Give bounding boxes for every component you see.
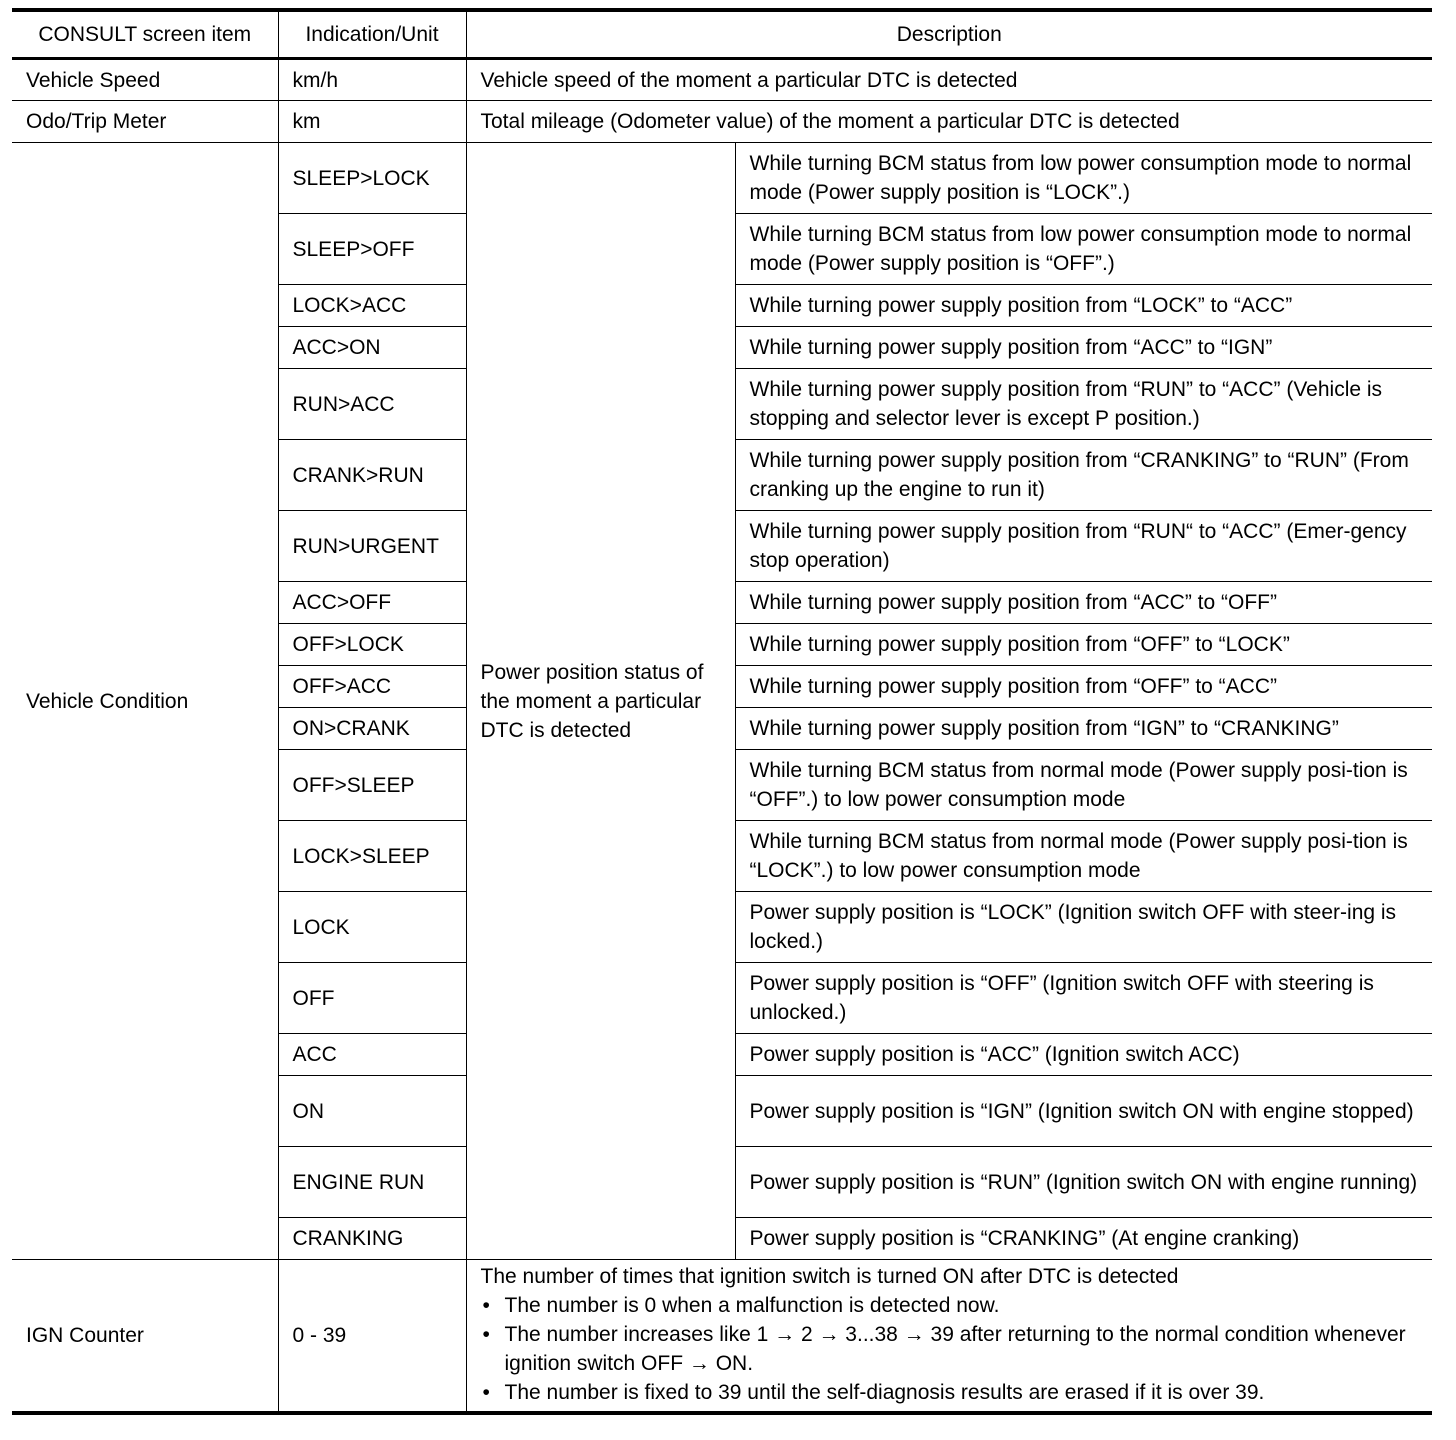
cell-description: While turning BCM status from low power consumption mode to normal mode (Power supply position is “LOCK”.) xyxy=(735,143,1432,214)
cell-indication: ON>CRANK xyxy=(278,708,466,750)
cell-indication: LOCK>ACC xyxy=(278,285,466,327)
cell-indication: ENGINE RUN xyxy=(278,1147,466,1218)
cell-description: Power supply position is “ACC” (Ignition switch ACC) xyxy=(735,1034,1432,1076)
header-indication-unit: Indication/Unit xyxy=(278,10,466,59)
consult-data-table xyxy=(12,8,1432,1415)
cell-indication: RUN>URGENT xyxy=(278,511,466,582)
table-row xyxy=(12,101,1432,143)
cell-indication: OFF>SLEEP xyxy=(278,750,466,821)
list-item: • The number increases like 1 → 2 → 3...38 → 39 after returning to the normal condition whenever ignition switch OFF → ON. xyxy=(481,1320,1419,1378)
cell-unit: km/h xyxy=(278,59,466,101)
cell-description: Power supply position is “OFF” (Ignition switch OFF with steering is unlocked.) xyxy=(735,963,1432,1034)
cell-indication: CRANK>RUN xyxy=(278,440,466,511)
cell-description: Vehicle speed of the moment a particular DTC is detected xyxy=(466,59,1432,101)
cell-description: While turning power supply position from “ACC” to “IGN” xyxy=(735,327,1432,369)
cell-description: While turning power supply position from “CRANKING” to “RUN” (From cranking up the engine to run it) xyxy=(735,440,1432,511)
ign-bullet-list xyxy=(481,1291,1419,1407)
table-row xyxy=(12,1260,1432,1414)
table-row xyxy=(12,59,1432,101)
header-description: Description xyxy=(466,10,1432,59)
cell-indication: ACC xyxy=(278,1034,466,1076)
table-row xyxy=(12,143,1432,214)
cell-description: While turning power supply position from “OFF” to “LOCK” xyxy=(735,624,1432,666)
cell-description: While turning power supply position from “OFF” to “ACC” xyxy=(735,666,1432,708)
list-item: • The number is fixed to 39 until the self-diagnosis results are erased if it is over 39. xyxy=(481,1378,1419,1407)
header-screen-item: CONSULT screen item xyxy=(12,10,278,59)
cell-description: While turning power supply position from “LOCK” to “ACC” xyxy=(735,285,1432,327)
cell-unit: km xyxy=(278,101,466,143)
consult-table-container xyxy=(12,8,1444,1415)
cell-unit: 0 - 39 xyxy=(278,1260,466,1414)
cell-description: While turning power supply position from “ACC” to “OFF” xyxy=(735,582,1432,624)
cell-item: Vehicle Condition xyxy=(12,143,278,1260)
cell-description: While turning power supply position from “RUN” to “ACC” (Vehicle is stopping and selector lever is except P position.) xyxy=(735,369,1432,440)
list-item: • The number is 0 when a malfunction is detected now. xyxy=(481,1291,1419,1320)
cell-indication: ACC>ON xyxy=(278,327,466,369)
cell-description: While turning BCM status from normal mode (Power supply posi-tion is “OFF”.) to low power consumption mode xyxy=(735,750,1432,821)
cell-indication: CRANKING xyxy=(278,1218,466,1260)
ign-intro-text: The number of times that ignition switch is turned ON after DTC is detected xyxy=(480,1265,1179,1288)
table-header-row xyxy=(12,10,1432,59)
cell-description: Total mileage (Odometer value) of the moment a particular DTC is detected xyxy=(466,101,1432,143)
cell-description: While turning BCM status from normal mode (Power supply posi-tion is “LOCK”.) to low power consumption mode xyxy=(735,821,1432,892)
cell-summary: Power position status of the moment a particular DTC is detected xyxy=(466,143,735,1260)
cell-indication: RUN>ACC xyxy=(278,369,466,440)
cell-indication: LOCK xyxy=(278,892,466,963)
cell-description: While turning power supply position from “RUN“ to “ACC” (Emer-gency stop operation) xyxy=(735,511,1432,582)
cell-indication: OFF>LOCK xyxy=(278,624,466,666)
cell-indication: ON xyxy=(278,1076,466,1147)
cell-indication: OFF xyxy=(278,963,466,1034)
cell-description: While turning BCM status from low power consumption mode to normal mode (Power supply position is “OFF”.) xyxy=(735,214,1432,285)
cell-description: While turning power supply position from “IGN” to “CRANKING” xyxy=(735,708,1432,750)
table-body xyxy=(12,59,1432,1414)
cell-description: Power supply position is “CRANKING” (At engine cranking) xyxy=(735,1218,1432,1260)
cell-description: Power supply position is “RUN” (Ignition switch ON with engine running) xyxy=(735,1147,1432,1218)
cell-item: Vehicle Speed xyxy=(12,59,278,101)
cell-item: Odo/Trip Meter xyxy=(12,101,278,143)
cell-description: Power supply position is “IGN” (Ignition switch ON with engine stopped) xyxy=(735,1076,1432,1147)
cell-indication: SLEEP>LOCK xyxy=(278,143,466,214)
cell-description: Power supply position is “LOCK” (Ignition switch OFF with steer-ing is locked.) xyxy=(735,892,1432,963)
cell-item: IGN Counter xyxy=(12,1260,278,1414)
cell-description xyxy=(466,1260,1432,1414)
cell-indication: LOCK>SLEEP xyxy=(278,821,466,892)
cell-indication: SLEEP>OFF xyxy=(278,214,466,285)
cell-indication: OFF>ACC xyxy=(278,666,466,708)
cell-indication: ACC>OFF xyxy=(278,582,466,624)
